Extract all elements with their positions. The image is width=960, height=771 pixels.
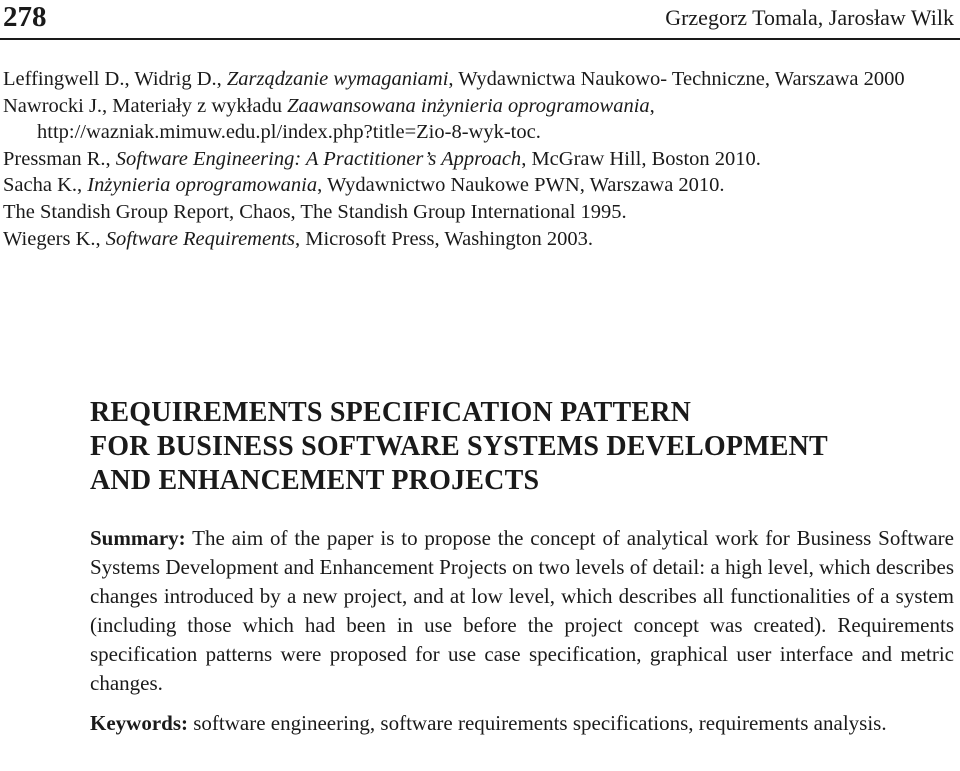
summary-paragraph (90, 524, 954, 698)
title-line: REQUIREMENTS SPECIFICATION PATTERN (90, 397, 692, 428)
page-number: 278 (3, 1, 47, 33)
reference-item: Sacha K., Inżynieria oprogramowania, Wydawnictwo Naukowe PWN, Warszawa 2010. (3, 174, 725, 197)
title-line: FOR BUSINESS SOFTWARE SYSTEMS DEVELOPMENT (90, 431, 828, 462)
title-line: AND ENHANCEMENT PROJECTS (90, 465, 540, 496)
references-list (3, 66, 953, 252)
keywords-label: Keywords: (90, 711, 188, 735)
paper-title (90, 396, 950, 498)
keywords-text: software engineering, software requirements specifications, requirements analysis. (193, 711, 887, 735)
reference-item: The Standish Group Report, Chaos, The Standish Group International 1995. (3, 200, 627, 223)
summary-label: Summary: (90, 526, 186, 550)
reference-item: Pressman R., Software Engineering: A Practitioner’s Approach, McGraw Hill, Boston 2010. (3, 147, 761, 170)
header-rule (0, 38, 960, 40)
reference-item: Leffingwell D., Widrig D., Zarządzanie wymaganiami, Wydawnictwa Naukowo- Techniczne, Warszawa 2000 (3, 68, 905, 90)
summary-text: The aim of the paper is to propose the concept of analytical work for Business Software Systems Development and Enhancement Projects on two levels of detail: a high level, which describes changes introduced by a new project, and at low level, which describes all functionalities of a system (including those which had been in use before the project concept was created). Requirements specification patterns were proposed for use case specification, graphical user interface and metric changes. (90, 526, 954, 695)
keywords-paragraph (90, 709, 954, 738)
page-header (0, 0, 960, 40)
reference-item: Wiegers K., Software Requirements, Microsoft Press, Washington 2003. (3, 227, 594, 250)
reference-item: Nawrocki J., Materiały z wykładu Zaawansowana inżynieria oprogramowania, http://wazniak.mimuw.edu.pl/index.php?title=Zio-8-wyk-toc. (3, 94, 655, 144)
running-head-authors: Grzegorz Tomala, Jarosław Wilk (665, 5, 954, 30)
